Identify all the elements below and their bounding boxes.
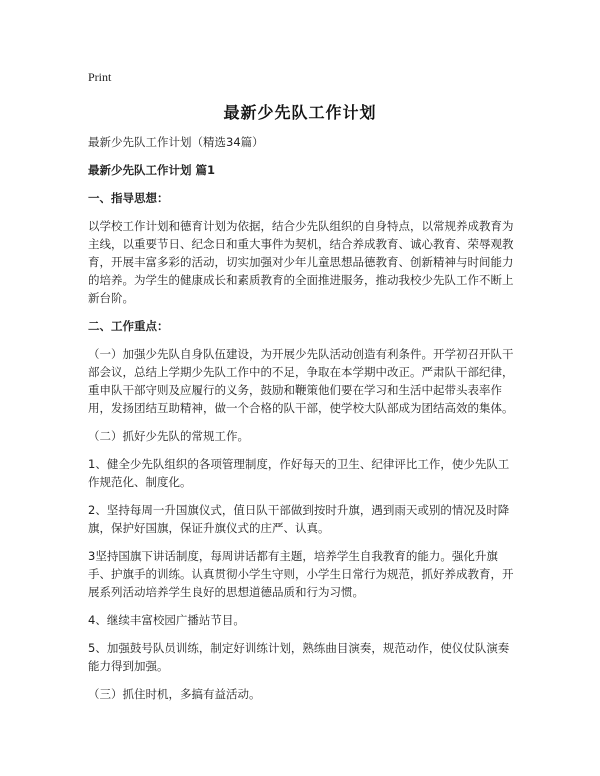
point3-paragraph: （三）抓住时机，多搞有益活动。 (88, 687, 261, 701)
section1-heading: 一、指导思想： (88, 191, 169, 205)
document-body (88, 133, 518, 713)
item4-paragraph: 4、继续丰富校园广播站节目。 (88, 613, 245, 627)
article-heading: 最新少先队工作计划 篇1 (88, 163, 216, 177)
document-subtitle: 最新少先队工作计划（精选34篇） (88, 135, 264, 149)
item5-paragraph: 5、加强鼓号队员训练，制定好训练计划，熟练曲目演奏，规范动作，使仪仗队演奏能力得到加强。 (88, 641, 510, 673)
page-title: 最新少先队工作计划 (223, 103, 377, 122)
item3-paragraph: 3坚持国旗下讲话制度，每周讲话都有主题，培养学生自我教育的能力。强化升旗手、护旗手的训练。认真贯彻小学生守则，小学生日常行为规范，抓好养成教育，开展系列活动培养学生良好的思想道德品质和行为习惯。 (88, 549, 514, 599)
item2-paragraph: 2、坚持每周一升国旗仪式，值日队干部做到按时升旗，遇到雨天或别的情况及时降旗，保护好国旗，保证升旗仪式的庄严、认真。 (88, 503, 510, 535)
section2-heading: 二、工作重点： (88, 319, 169, 333)
point2-paragraph: （二）抓好少先队的常规工作。 (88, 429, 249, 443)
item1-paragraph: 1、健全少先队组织的各项管理制度，作好每天的卫生、纪律评比工作，使少先队工作规范化、制度化。 (88, 457, 510, 489)
print-label: Print (88, 70, 112, 84)
point1-paragraph: （一）加强少先队自身队伍建设，为开展少先队活动创造有利条件。开学初召开队干部会议，总结上学期少先队工作中的不足，争取在本学期中改正。严肃队干部纪律，重申队干部守则及应履行的义务，鼓励和鞭策他们要在学习和生活中起带头表率作用，发扬团结互助精神，做一个合格的队干部，使学校大队部成为团结高效的集体。 (88, 347, 514, 415)
section1-paragraph: 以学校工作计划和德育计划为依据，结合少先队组织的自身特点，以常规养成教育为主线，以重要节日、纪念日和重大事件为契机，结合养成教育、诚心教育、荣辱观教育，开展丰富多彩的活动，切实加强对少年儿童思想品德教育、创新精神与时间能力的培养。为学生的健康成长和素质教育的全面推进服务，推动我校少先队工作不断上新台阶。 (88, 219, 514, 305)
